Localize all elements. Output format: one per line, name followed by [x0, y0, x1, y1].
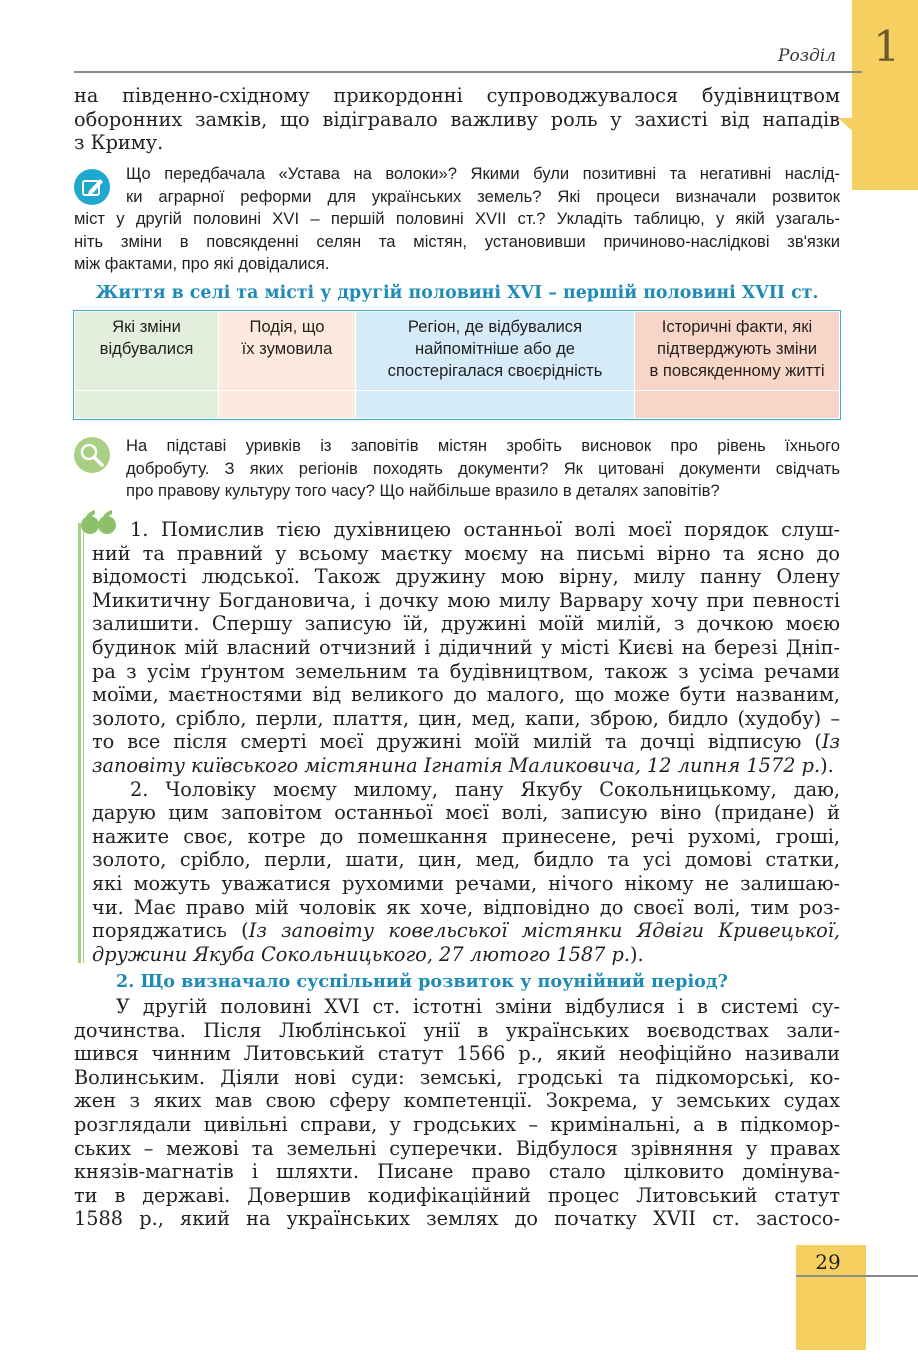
header-text: підтверджують зміни: [657, 339, 817, 358]
table-header-cell: [356, 312, 635, 391]
text-line: Микитичну Богдановича, і дочку мою милу Варвару хочу при певності: [92, 588, 840, 612]
text-line: дочинства. Після Люблінської унії в українських воєводствах зали-: [74, 1018, 840, 1042]
text-span: поряджатись (: [92, 919, 249, 943]
text-line: жен з яких мав свою сферу компетенції. Зокрема, у земських судах: [74, 1089, 840, 1113]
header-text: найпомітніше або де: [414, 339, 576, 358]
text-line: Що передбачала «Устава на волоки»? Якими були позитивні та негативні наслід-: [126, 164, 840, 183]
text-line: чи. Має право мій чоловік як хоче, відповідно до своєї волі, тим роз-: [92, 895, 840, 919]
header-text: їх зумовила: [241, 339, 333, 358]
text-line: на південно-східному прикордонні супроводжувалося будівництвом: [74, 84, 840, 107]
source-citation: дружини Якуба Сокольницького, 27 лютого 1587 р.: [92, 942, 631, 966]
header-text: Які зміни: [112, 317, 181, 336]
table-header-cell: [75, 312, 219, 391]
text-span: ).: [820, 753, 834, 777]
text-line: ніть зміни в повсякденні селян та містян, установивши причиново-наслідкові зв'язки: [74, 231, 840, 251]
header-text: спостерігалася своєрідність: [387, 361, 603, 380]
source-citation: Із: [821, 730, 840, 754]
text-line: залишити. Спершу записую їй, дружині моїй милій, з дочкою моєю: [92, 612, 840, 636]
header-text: відбувалися: [99, 339, 194, 358]
text-line: з Криму.: [74, 131, 164, 155]
task-block-1: [74, 163, 840, 276]
quote-bar: [83, 523, 84, 963]
footer-rule: [796, 1275, 918, 1277]
text-line: золото, срібло, перли, шати, цин, мед, бидло та усі домові статки,: [92, 848, 840, 872]
text-line: 2. Чоловіку моєму милому, пану Якубу Сокольницькому, даю,: [130, 777, 840, 801]
text-line: На підставі уривків із заповітів містян зробіть висновок про рівень їхнього: [126, 436, 840, 455]
magnifier-icon: [74, 437, 110, 473]
text-line: моїми, маєтностями від великого до малого, що може бути названим,: [92, 683, 840, 707]
text-line: розглядали цивільні справи, у гродських – кримінальні, а в підкомор-: [74, 1112, 840, 1136]
text-line: [92, 943, 840, 967]
header-text: Регіон, де відбувалися: [407, 317, 583, 336]
header-text: в повсякденному житті: [649, 361, 825, 380]
text-span: то все після смерті моєї дружині моїй милій та дочці відписую (: [92, 730, 822, 754]
section-label: Розділ: [778, 46, 836, 66]
source-citation: заповіту київського містянина Ігнатія Маликовича, 12 липня 1572 р.: [92, 753, 821, 777]
text-line: ських – межові та земельні суперечки. Відбулося зрівняння у правах: [74, 1136, 840, 1160]
text-line: дарую цим заповітом останньої моєї волі, записую віно (придане) й: [92, 801, 840, 825]
chapter-number: 1: [873, 22, 900, 71]
source-citation: Із заповіту ковельської містянки Ядвіги Кривецької,: [248, 919, 840, 943]
text-line: будинок мій власний отчизний і дідичний у місті Києві на березі Дніп-: [92, 635, 840, 659]
text-line: князів-магнатів і шляхти. Писане право стало цілковито домінува-: [74, 1160, 840, 1184]
table-row: [75, 391, 840, 419]
table-cell[interactable]: [635, 391, 840, 419]
intro-paragraph: [74, 84, 840, 155]
section-paragraph: [74, 995, 840, 1231]
pencil-icon: [74, 169, 110, 205]
text-line: 1588 р., який на українських землях до початку XVII ст. застосо-: [74, 1207, 840, 1231]
text-line: шився чинним Литовський статут 1566 р., який неофіційно називали: [74, 1042, 840, 1066]
header-rule: [74, 71, 862, 73]
table-header-cell: [635, 312, 840, 391]
text-line: 1. Помислив тією духівницею останньої волі моєї порядок слуш-: [130, 518, 840, 541]
page-number: 29: [815, 1250, 841, 1274]
text-line: міст у другій половині XVI – першій половині XVII ст.? Укладіть таблицю, у якій узагаль-: [74, 209, 840, 229]
quote-text: [92, 518, 840, 966]
text-line: про правову культуру того часу? Що найбільше вразило в деталях заповітів?: [126, 481, 720, 501]
text-line: між фактами, про які довідалися.: [74, 254, 330, 274]
text-line: відомості людської. Також дружину мою вірну, милу панну Олену: [92, 565, 840, 589]
table-header-row: [75, 312, 840, 391]
chapter-tab-wedge: [838, 118, 918, 190]
changes-table: [74, 311, 840, 419]
table-cell[interactable]: [219, 391, 356, 419]
text-span: ).: [630, 942, 644, 966]
table-header-cell: [219, 312, 356, 391]
text-line: нажите своє, котре до помешкання принесене, речі рухомі, гроші,: [92, 824, 840, 848]
text-line: [92, 730, 840, 754]
text-line: ний та правний у всьому маєтку моєму на письмі вірно та ясно до: [92, 541, 840, 565]
task-text: [74, 435, 840, 503]
task-block-2: [74, 435, 840, 503]
text-line: оборонних замків, що відігравало важливу роль у захисті від нападів: [74, 107, 840, 131]
header-text: Подія, що: [249, 317, 325, 336]
text-line: ти в державі. Довершив кодифікаційний процес Литовський статут: [74, 1183, 840, 1207]
task-text: [74, 163, 840, 276]
text-line: які можуть уважатися рухомими речами, нічого нікому не залишаю-: [92, 871, 840, 895]
section-heading: 2. Що визначало суспільний розвиток у поунійний період?: [116, 971, 728, 992]
text-line: Волинським. Діяли нові суди: земські, гродські та підкоморські, ко-: [74, 1065, 840, 1089]
table-cell[interactable]: [356, 391, 635, 419]
table-title: Життя в селі та місті у другій половині XVI – першій половині XVII ст.: [95, 283, 819, 303]
text-line: добробуту. З яких регіонів походять документи? Як цитовані документи свідчать: [126, 458, 840, 478]
text-line: ки аграрної реформи для українських земель? Які процеси визначали розвиток: [126, 186, 840, 206]
text-line: ра з усім ґрунтом земельним та будівництвом, також з усіма речами: [92, 659, 840, 683]
header-text: Історичні факти, які: [661, 317, 813, 336]
table-cell[interactable]: [75, 391, 219, 419]
text-line: золото, срібло, перли, плаття, цин, мед, капи, зброю, бидло (худобу) –: [92, 706, 840, 730]
quote-bar: [78, 523, 81, 963]
text-line: [92, 754, 840, 778]
text-line: У другій половині XVI ст. істотні зміни відбулися і в системі су-: [116, 995, 840, 1018]
text-line: [92, 919, 840, 943]
